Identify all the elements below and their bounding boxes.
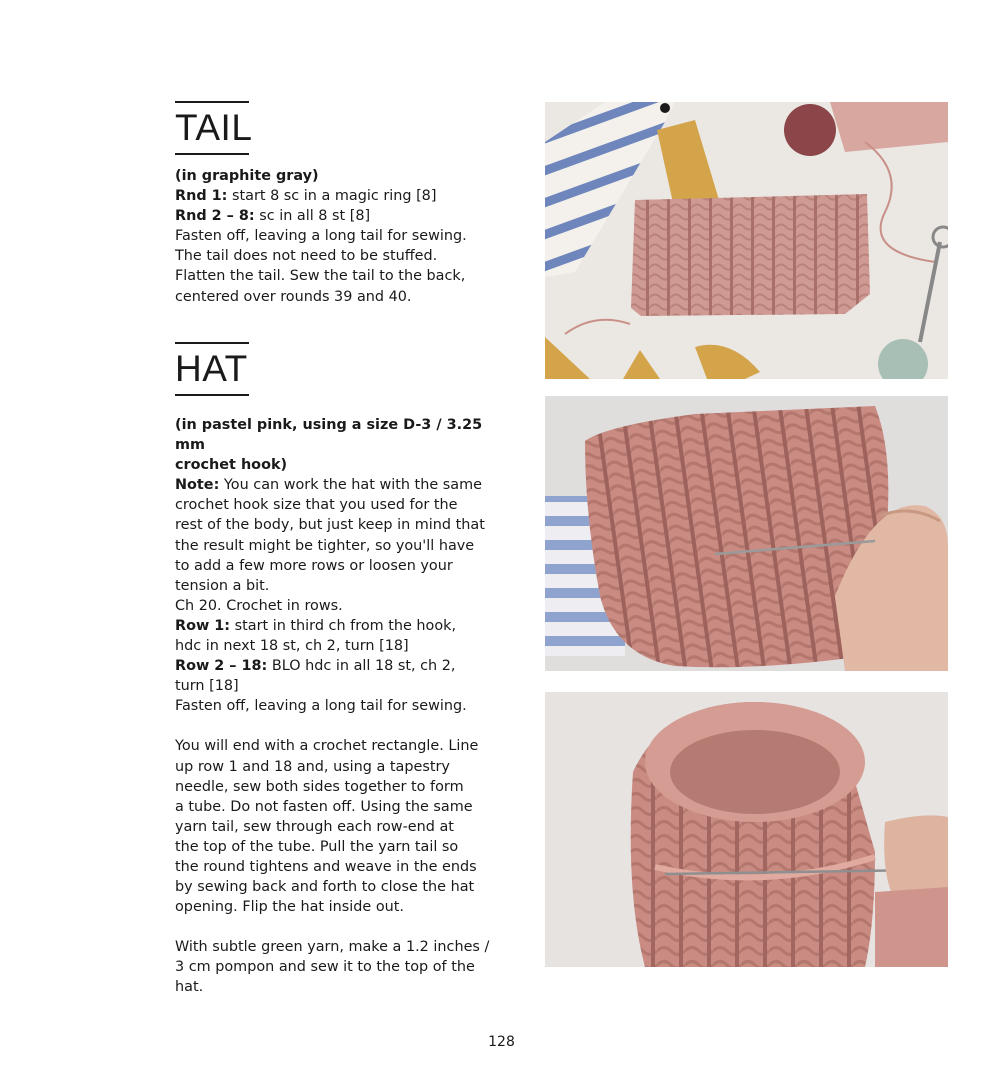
row2-text: turn [18]	[175, 678, 239, 695]
photo-closing-round	[545, 692, 948, 967]
assembly-line: needle, sew both sides together to form	[175, 778, 464, 795]
note-line: rest of the body, but just keep in mind that	[175, 517, 485, 534]
page-number: 128	[488, 1034, 515, 1050]
photo-crochet-rectangle	[545, 102, 948, 379]
pompon-line: hat.	[175, 979, 204, 996]
rnd2-text: sc in all 8 st [8]	[254, 208, 371, 225]
note-line: the result might be tighter, so you'll have	[175, 537, 475, 554]
hat-fasten-line: Fasten off, leaving a long tail for sewing.	[175, 698, 467, 715]
tail-heading: TAIL	[175, 107, 253, 148]
heading-rule	[175, 342, 249, 344]
row2-label: Row 2 – 18:	[175, 658, 268, 675]
hat-section	[175, 342, 505, 998]
ch20-line: Ch 20. Crochet in rows.	[175, 597, 343, 614]
rnd1-label: Rnd 1:	[175, 188, 228, 205]
assembly-line: the round tightens and weave in the ends	[175, 858, 477, 875]
tail-section	[175, 101, 505, 307]
rnd1-text: start 8 sc in a magic ring [8]	[227, 188, 437, 205]
heading-rule	[175, 153, 249, 155]
assembly-line: the top of the tube. Pull the yarn tail so	[175, 838, 459, 855]
tail-color-note: (in graphite gray)	[175, 168, 319, 184]
row1-label: Row 1:	[175, 617, 231, 634]
note-line: tension a bit.	[175, 577, 270, 594]
heading-rule	[175, 101, 249, 103]
tail-instructions	[175, 166, 505, 307]
assembly-line: You will end with a crochet rectangle. Line	[175, 738, 479, 755]
note-line: You can work the hat with the same	[219, 477, 482, 494]
assembly-line: a tube. Do not fasten off. Using the same	[175, 798, 473, 815]
assembly-line: yarn tail, sew through each row-end at	[175, 818, 454, 835]
row2-text: BLO hdc in all 18 st, ch 2,	[267, 658, 456, 675]
note-line: crochet hook size that you used for the	[175, 497, 458, 514]
note-label: Note:	[175, 477, 220, 494]
rnd2-label: Rnd 2 – 8:	[175, 208, 255, 225]
tail-fasten-line: Fasten off, leaving a long tail for sewing.	[175, 228, 467, 245]
heading-rule	[175, 394, 249, 396]
tail-stuffed-line: The tail does not need to be stuffed.	[175, 248, 438, 265]
assembly-line: opening. Flip the hat inside out.	[175, 899, 404, 916]
pompon-line: With subtle green yarn, make a 1.2 inches /	[175, 939, 490, 956]
row1-text: start in third ch from the hook,	[230, 617, 457, 634]
pompon-line: 3 cm pompon and sew it to the top of the	[175, 959, 475, 976]
row1-text: hdc in next 18 st, ch 2, turn [18]	[175, 638, 409, 655]
tail-centered-line: centered over rounds 39 and 40.	[175, 288, 412, 305]
hat-color-note-1: (in pastel pink, using a size D-3 / 3.25 mm	[175, 417, 483, 454]
hat-heading: HAT	[175, 348, 248, 389]
tail-flatten-line: Flatten the tail. Sew the tail to the back,	[175, 268, 466, 285]
photo-sewing-tube	[545, 396, 948, 671]
note-line: to add a few more rows or loosen your	[175, 557, 453, 574]
assembly-line: up row 1 and 18 and, using a tapestry	[175, 758, 450, 775]
hat-color-note-2: crochet hook)	[175, 457, 288, 474]
hat-instructions	[175, 415, 505, 998]
assembly-line: by sewing back and forth to close the hat	[175, 879, 475, 896]
